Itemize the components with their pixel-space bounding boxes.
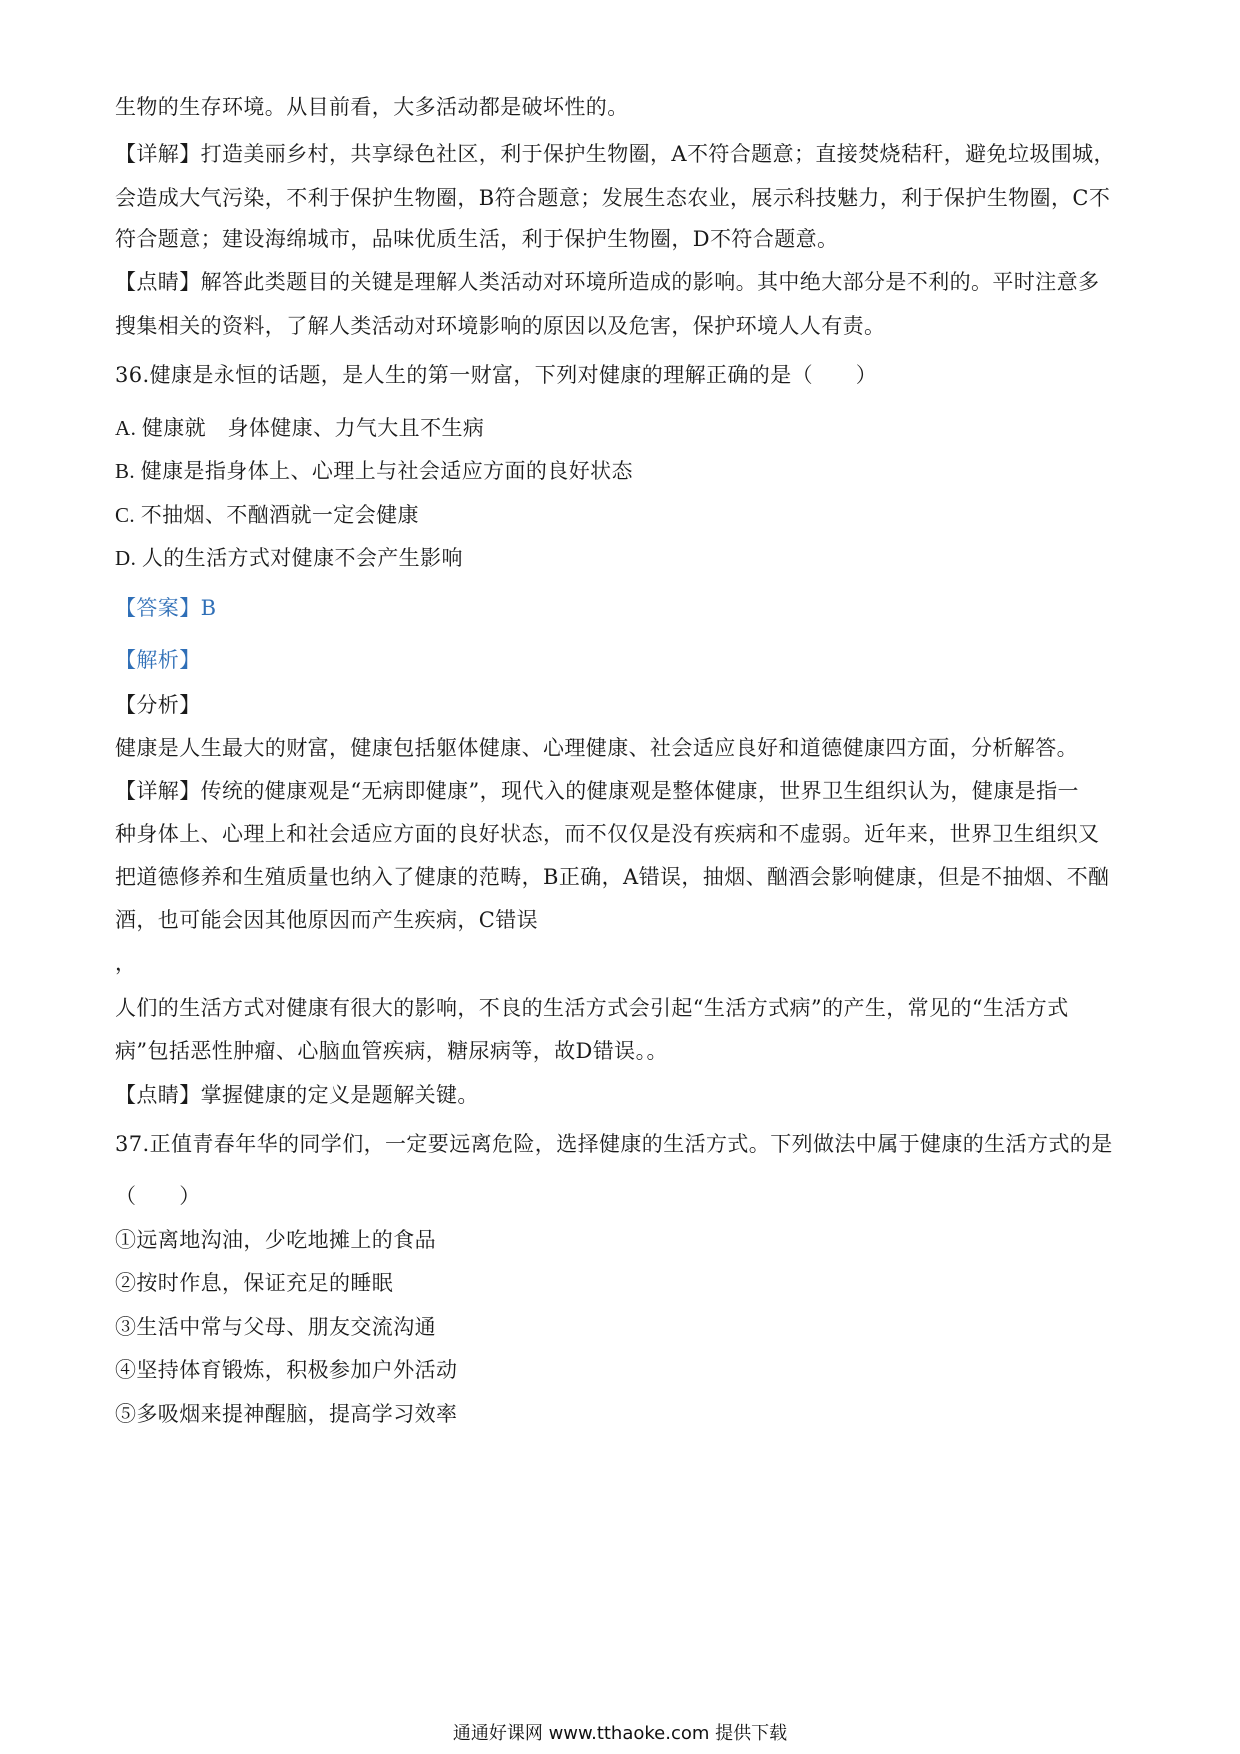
question-37-item-5: ⑤多吸烟来提神醒脑，提高学习效率 [115,1402,458,1426]
tip-line: 【点睛】解答此类题目的关键是理解人类活动对环境所造成的影响。其中绝大部分是不利的。平时注意多 [115,270,1100,294]
page-footer: 通通好课网 www.tthaoke.com 提供下载 [452,1723,788,1744]
question-37-stem: 37.正值青春年华的同学们，一定要远离危险，选择健康的生活方式。下列做法中属于健康的生活方式的是 [115,1132,1113,1156]
tip-line: 【点睛】掌握健康的定义是题解关键。 [115,1083,479,1107]
detail-explanation-line: 酒，也可能会因其他原因而产生疾病，C错误 [115,908,539,932]
question-36-option-a: A. 健康就 身体健康、力气大且不生病 [115,416,485,440]
tip-line: 搜集相关的资料，了解人类活动对环境影响的原因以及危害，保护环境人人有责。 [115,314,886,338]
detail-explanation-line: 会造成大气污染，不利于保护生物圈，B符合题意；发展生态农业，展示科技魅力，利于保护生物圈，C不 [115,186,1111,210]
detail-explanation-line: 【详解】传统的健康观是“无病即健康”，现代入的健康观是整体健康，世界卫生组织认为，健康是指一 [115,779,1079,803]
analysis-text-line: 健康是人生最大的财富，健康包括躯体健康、心理健康、社会适应良好和道德健康四方面，分析解答。 [115,736,1078,760]
detail-explanation-line: 符合题意；建设海绵城市，品味优质生活，利于保护生物圈，D不符合题意。 [115,227,839,251]
question-36-stem: 36.健康是永恒的话题，是人生的第一财富，下列对健康的理解正确的是（ ） [115,363,878,387]
detail-explanation-line: 【详解】打造美丽乡村，共享绿色社区，利于保护生物圈，A不符合题意；直接焚烧秸秆，避免垃圾围城， [115,142,1115,166]
analysis-text-line: 生物的生存环境。从目前看，大多活动都是破坏性的。 [115,95,629,119]
detail-explanation-line: ， [115,951,137,975]
question-37-item-2: ②按时作息，保证充足的睡眠 [115,1271,394,1295]
question-37-item-3: ③生活中常与父母、朋友交流沟通 [115,1315,436,1339]
detail-explanation-line: 种身体上、心理上和社会适应方面的良好状态，而不仅仅是没有疾病和不虚弱。近年来，世界卫生组织又 [115,822,1100,846]
detail-explanation-line: 病”包括恶性肿瘤、心脑血管疾病，糖尿病等，故D错误。。 [115,1039,668,1063]
detail-explanation-line: 把道德修养和生殖质量也纳入了健康的范畴，B正确，A错误，抽烟、酗酒会影响健康，但是不抽烟、不酗 [115,865,1110,889]
question-37-item-1: ①远离地沟油，少吃地摊上的食品 [115,1228,436,1252]
detail-explanation-line: 人们的生活方式对健康有很大的影响，不良的生活方式会引起“生活方式病”的产生，常见的“生活方式 [115,996,1069,1020]
question-37-stem: （ ） [115,1184,201,1208]
question-36-option-d: D. 人的生活方式对健康不会产生影响 [115,546,463,570]
answer-label: 【答案】B [115,596,217,620]
question-36-option-b: B. 健康是指身体上、心理上与社会适应方面的良好状态 [115,459,633,483]
analysis-heading: 【分析】 [115,693,201,717]
analysis-label: 【解析】 [115,648,201,672]
question-36-option-c: C. 不抽烟、不酗酒就一定会健康 [115,503,419,527]
question-37-item-4: ④坚持体育锻炼，积极参加户外活动 [115,1358,458,1382]
